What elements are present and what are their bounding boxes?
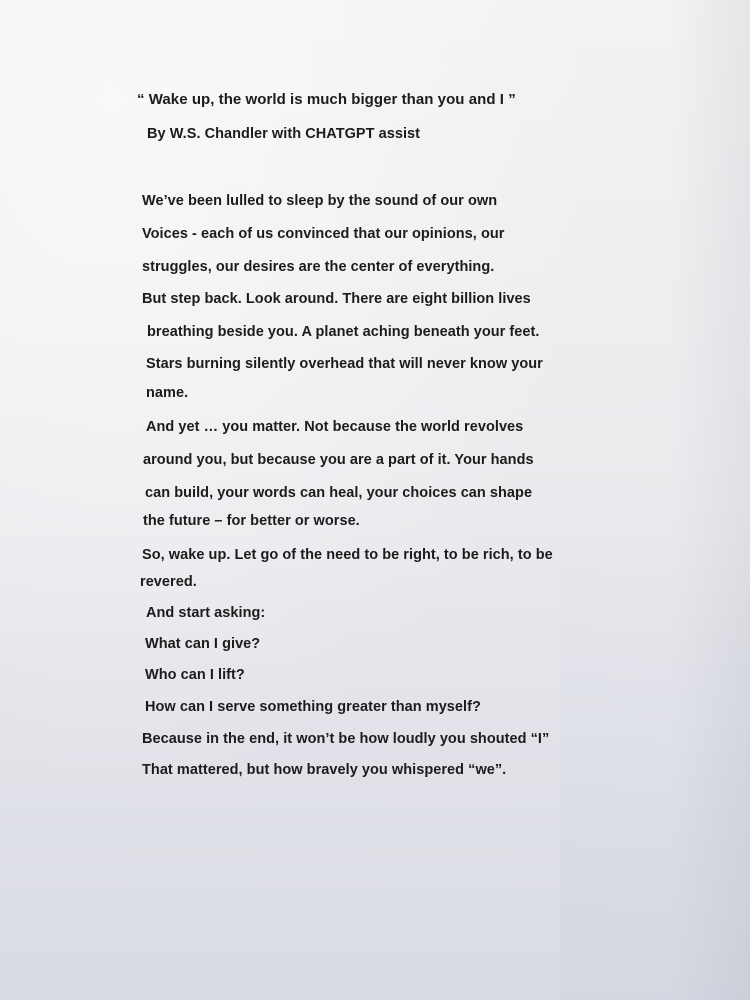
poem-line: Because in the end, it won’t be how loudly you shouted “I” [142, 731, 550, 747]
poem-line: What can I give? [145, 636, 261, 652]
poem-line: So, wake up. Let go of the need to be right, to be rich, to be [142, 547, 553, 563]
poem-line: And yet … you matter. Not because the world revolves [146, 419, 524, 435]
poem-byline: By W.S. Chandler with CHATGPT assist [147, 126, 421, 142]
poem-line: around you, but because you are a part of it. Your hands [143, 452, 534, 468]
poem-line: But step back. Look around. There are eight billion lives [142, 291, 531, 307]
poem-line: And start asking: [146, 605, 266, 621]
poem-title: “ Wake up, the world is much bigger than you and I ” [137, 91, 516, 108]
poem-line: name. [146, 385, 189, 401]
poem-line: breathing beside you. A planet aching beneath your feet. [147, 324, 540, 340]
poem-line: revered. [140, 574, 197, 590]
poem-line: the future – for better or worse. [143, 513, 360, 529]
poem-line: How can I serve something greater than myself? [145, 699, 481, 715]
poem-line: Voices - each of us convinced that our opinions, our [142, 226, 505, 242]
poem-line: We’ve been lulled to sleep by the sound of our own [142, 193, 498, 209]
poem-line: That mattered, but how bravely you whispered “we”. [142, 762, 507, 778]
poem-line: can build, your words can heal, your choices can shape [145, 485, 533, 501]
poem-line: Stars burning silently overhead that will never know your [146, 356, 543, 372]
paper-shadow [560, 540, 750, 1000]
poem-line: struggles, our desires are the center of everything. [142, 259, 495, 275]
poem-line: Who can I lift? [145, 667, 245, 683]
